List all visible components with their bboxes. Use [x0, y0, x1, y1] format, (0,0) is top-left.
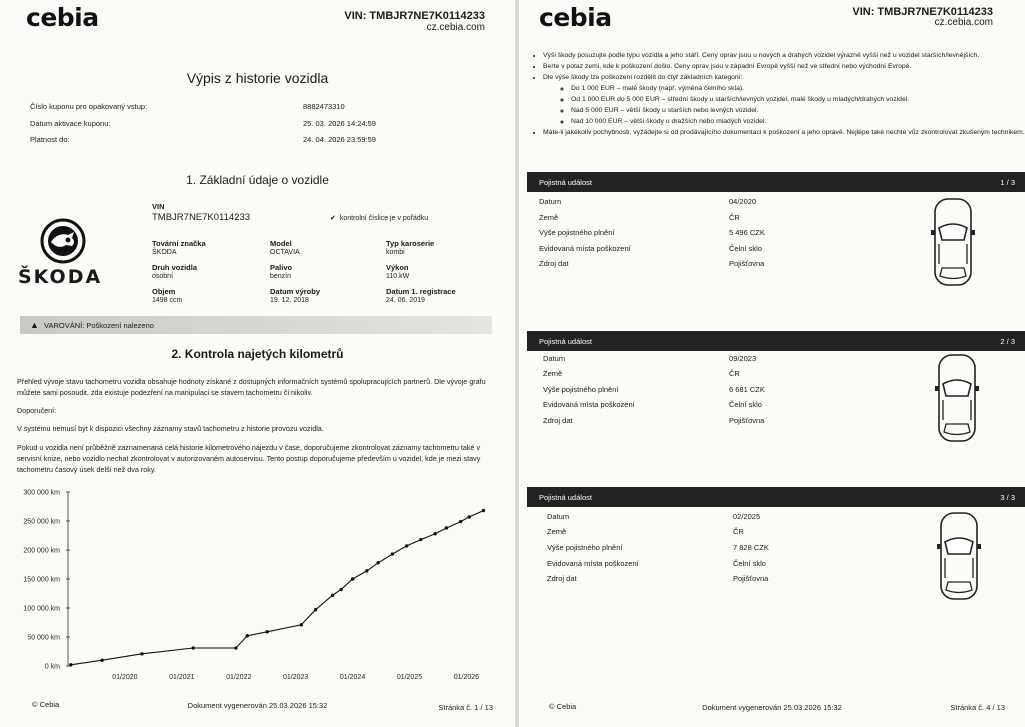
- mileage-point: [331, 594, 334, 597]
- field-label-fuel: Palivo: [270, 263, 293, 272]
- skoda-wordmark: ŠKODA: [18, 266, 103, 288]
- mileage-point: [192, 646, 195, 649]
- mileage-point: [100, 659, 103, 662]
- mileage-point: [482, 509, 485, 512]
- footer-page-number: Stránka č. 4 / 13: [950, 703, 1005, 712]
- vin-value: TMBJR7NE7K0114233: [152, 212, 251, 223]
- claim3-amount-label: Výše pojistného plnění: [547, 543, 623, 552]
- section-mileage: 2. Kontrola najetých kilometrů: [171, 347, 344, 361]
- field-label-make: Tovární značka: [152, 239, 206, 248]
- claim2-country-value: ČR: [729, 369, 740, 378]
- x-tick-label: 01/2023: [282, 674, 309, 681]
- category-item: ◦ Nad 10 000 EUR – větší škody u dražších nebo mladých vozidel.: [571, 116, 1025, 127]
- claim2-amount-label: Výše pojistného plnění: [543, 385, 619, 394]
- field-value-power: 110 kW: [386, 273, 410, 280]
- field-value-kind: osobní: [152, 273, 174, 280]
- footer-generated: Dokument vygenerován 25.03.2026 15:32: [702, 703, 842, 712]
- vin-check-text: kontrolní číslice je v pořádku: [339, 215, 429, 222]
- header-vin: VIN: TMBJR7NE7K0114233: [344, 10, 485, 22]
- claim-counter: 2 / 3: [1000, 337, 1015, 346]
- guidance-item-text: Dle výše škody lze poškození rozdělit do čtyř základních kategorií:: [543, 74, 743, 81]
- claim1-damage-value: Čelní sklo: [729, 244, 762, 253]
- mileage-point: [314, 608, 317, 611]
- vin-label: VIN: [152, 202, 165, 211]
- claim3-country-label: Země: [547, 527, 567, 536]
- activation-value: 25. 03. 2026 14:24:59: [303, 119, 376, 128]
- claim2-damage-value: Čelní sklo: [729, 400, 762, 409]
- mileage-point: [433, 532, 436, 535]
- mileage-point: [140, 652, 143, 655]
- category-item: ◦ Od 1 000 EUR do 5 000 EUR – střední škody u starších/levných vozidel, malé škody u mladých/drahých vozidel.: [571, 94, 1025, 105]
- claim2-source-value: Pojišťovna: [729, 416, 765, 425]
- y-tick-label: 0 km: [44, 663, 60, 671]
- field-label-production: Datum výroby: [270, 287, 321, 296]
- claim3-date-value: 02/2025: [733, 512, 761, 521]
- claim3-date-label: Datum: [547, 512, 570, 521]
- mileage-point: [419, 538, 422, 541]
- claim-title: Pojistná událost: [539, 493, 592, 502]
- header-site: cz.cebia.com: [426, 22, 485, 33]
- mileage-point: [69, 663, 72, 666]
- validity-label: Platnost do:: [30, 135, 70, 144]
- mileage-point: [468, 515, 471, 518]
- claim1-country-value: ČR: [729, 213, 740, 222]
- claim2-date-value: 09/2023: [729, 354, 757, 363]
- claim-header-1: [527, 172, 1025, 192]
- claim-header-3: [527, 487, 1025, 507]
- x-tick-label: 01/2022: [226, 674, 252, 681]
- claim1-date-value: 04/2020: [729, 197, 757, 206]
- claim2-source-label: Zdroj dat: [543, 416, 573, 425]
- mileage-point: [339, 588, 342, 591]
- category-item: ◦ Do 1 000 EUR – malé škody (např. výměna čelního skla).: [571, 83, 1025, 94]
- x-tick-label: 01/2020: [112, 674, 138, 681]
- guidance-item: [543, 72, 1025, 127]
- guidance-item: • Máte-li jakékoliv pochybnosti, vyžádejte si od prodávajícího dokumentaci k poškození a jeho opravě. Nejlépe také nechte vůz zkontrolovat zkušeným technikem.: [543, 127, 1025, 138]
- validity-value: 24. 04. 2026 23:59:59: [303, 135, 376, 144]
- mileage-point: [391, 552, 394, 555]
- claim-counter: 1 / 3: [1000, 178, 1015, 187]
- claim-title: Pojistná událost: [539, 178, 592, 187]
- y-tick-label: 50 000 km: [27, 634, 60, 642]
- claim2-date-label: Datum: [543, 354, 566, 363]
- claim1-amount-label: Výše pojistného plnění: [539, 228, 615, 237]
- damage-guidance-list: [529, 50, 1025, 138]
- mileage-point: [376, 561, 379, 564]
- claim3-amount-value: 7 828 CZK: [733, 543, 769, 552]
- claim-header-2: [527, 331, 1025, 351]
- report-page-4: [519, 0, 1025, 727]
- coupon-value: 8882473310: [303, 102, 345, 111]
- guidance-item: • Berte v potaz zemi, kde k poškození došlo. Ceny oprav jsou v západní Evropě vyšší než ve střední nebo východní Evropě.: [543, 61, 1025, 72]
- field-label-power: Výkon: [386, 263, 409, 272]
- warning-icon: ▲: [30, 320, 39, 330]
- mileage-point: [351, 577, 354, 580]
- field-value-make: ŠKODA: [152, 249, 177, 256]
- x-tick-label: 01/2021: [169, 674, 195, 681]
- coupon-label: Číslo kuponu pro opakovaný vstup:: [30, 102, 148, 111]
- vin-check: [330, 214, 428, 222]
- car-damage-diagram-icon: [937, 510, 981, 602]
- mileage-point: [365, 569, 368, 572]
- warning-text: VAROVÁNÍ: Poškození nalezeno: [44, 321, 154, 330]
- field-value-fuel: benzín: [270, 273, 292, 280]
- check-icon: ✔: [330, 215, 336, 222]
- recommendation-text: V systému nemusí být k dispozici všechny záznamy stavů tachometru z historie provozu vozidla.: [17, 424, 324, 433]
- x-tick-label: 01/2025: [396, 674, 423, 681]
- y-tick-label: 300 000 km: [23, 489, 60, 497]
- car-damage-diagram-icon: [935, 352, 979, 444]
- claim-counter: 3 / 3: [1000, 493, 1015, 502]
- claim3-damage-value: Čelní sklo: [733, 559, 766, 568]
- header-vin: VIN: TMBJR7NE7K0114233: [852, 6, 993, 18]
- mileage-point: [445, 526, 448, 529]
- car-damage-diagram-icon: [931, 196, 975, 288]
- page-title: Výpis z historie vozidla: [186, 70, 329, 86]
- mileage-point: [246, 634, 249, 637]
- claim3-source-value: Pojišťovna: [733, 574, 769, 583]
- field-value-body: kombi: [386, 249, 405, 256]
- claim2-amount-value: 6 681 CZK: [729, 385, 765, 394]
- claim3-country-value: ČR: [733, 527, 744, 536]
- mileage-point: [300, 623, 303, 626]
- claim1-source-value: Pojišťovna: [729, 259, 765, 268]
- field-label-body: Typ karoserie: [386, 239, 435, 248]
- field-label-model: Model: [270, 239, 292, 248]
- field-label-kind: Druh vozidla: [152, 263, 198, 272]
- mileage-intro: Přehled vývoje stavu tachometru vozidla obsahuje hodnoty získané z dostupných informačních systémů spolupracujících partnerů. Dle vývoje grafu můžete sami posoudit, zda existuje podezření na manipulaci se stavem tachometru či nikoliv.: [17, 377, 486, 397]
- mileage-line: [71, 511, 484, 665]
- claim1-amount-value: 5 496 CZK: [729, 228, 765, 237]
- header-site: cz.cebia.com: [934, 17, 993, 28]
- mileage-point: [405, 544, 408, 547]
- y-tick-label: 250 000 km: [23, 518, 60, 526]
- field-value-registration: 24. 06. 2019: [386, 297, 425, 304]
- footer-copyright: © Cebia: [549, 702, 577, 711]
- claim3-damage-label: Evidovaná místa poškození: [547, 559, 639, 568]
- field-label-registration: Datum 1. registrace: [386, 287, 456, 296]
- field-label-volume: Objem: [152, 287, 176, 296]
- x-tick-label: 01/2026: [453, 674, 480, 681]
- claim1-country-label: Země: [539, 213, 559, 222]
- claim1-damage-label: Evidovaná místa poškození: [539, 244, 631, 253]
- damage-category-list: [543, 83, 1025, 127]
- claim-title: Pojistná událost: [539, 337, 592, 346]
- y-tick-label: 150 000 km: [23, 576, 60, 584]
- mileage-point: [234, 646, 237, 649]
- field-value-production: 19. 12. 2018: [270, 297, 309, 304]
- skoda-emblem-icon: [38, 218, 88, 264]
- footer-generated: Dokument vygenerován 25.03.2026 15:32: [187, 701, 328, 710]
- cebia-logo: cebia: [539, 3, 612, 32]
- claim3-source-label: Zdroj dat: [547, 574, 577, 583]
- claim2-country-label: Země: [543, 369, 563, 378]
- footer-page-number: Stránka č. 1 / 13: [438, 703, 493, 712]
- claim2-damage-label: Evidovaná místa poškození: [543, 400, 635, 409]
- footer-copyright: © Cebia: [32, 700, 60, 709]
- recommendation-detail: Pokud u vozidla není průběžně zaznamenaná celá historie kilometrového nájezdu v čase, doporučujeme zkontrolovat záznamy tachometru také v servisní knize, nebo vozidlo nechat zkontrolovat v autorizovaném autoservisu. Tento postup doporučujeme především u vozidel, kde je mezi stavy tachometru časový úsek delší než dva roky.: [17, 443, 481, 474]
- field-value-volume: 1498 ccm: [152, 297, 183, 304]
- field-value-model: OCTAVIA: [270, 249, 300, 256]
- mileage-point: [265, 630, 268, 633]
- section-basic-info: 1. Základní údaje o vozidle: [186, 173, 329, 187]
- cebia-logo: cebia: [26, 3, 99, 32]
- mileage-chart: [0, 480, 515, 685]
- recommendation-label: Doporučení:: [17, 406, 57, 415]
- activation-label: Datum aktivace kuponu:: [30, 119, 111, 128]
- category-item: ◦ Nad 5 000 EUR – větší škody u starších nebo levných vozidel.: [571, 105, 1025, 116]
- claim1-date-label: Datum: [539, 197, 562, 206]
- guidance-item: • Výši škody posuzujte podle typu vozidla a jeho stáří. Ceny oprav jsou u nových a drahých vozidel výrazně vyšší než u vozidel starších/levnějších.: [543, 50, 1025, 61]
- x-tick-label: 01/2024: [339, 674, 366, 681]
- y-tick-label: 200 000 km: [23, 547, 60, 555]
- mileage-point: [459, 520, 462, 523]
- claim1-source-label: Zdroj dat: [539, 259, 569, 268]
- damage-warning-bar: [20, 316, 492, 334]
- y-tick-label: 100 000 km: [23, 605, 60, 613]
